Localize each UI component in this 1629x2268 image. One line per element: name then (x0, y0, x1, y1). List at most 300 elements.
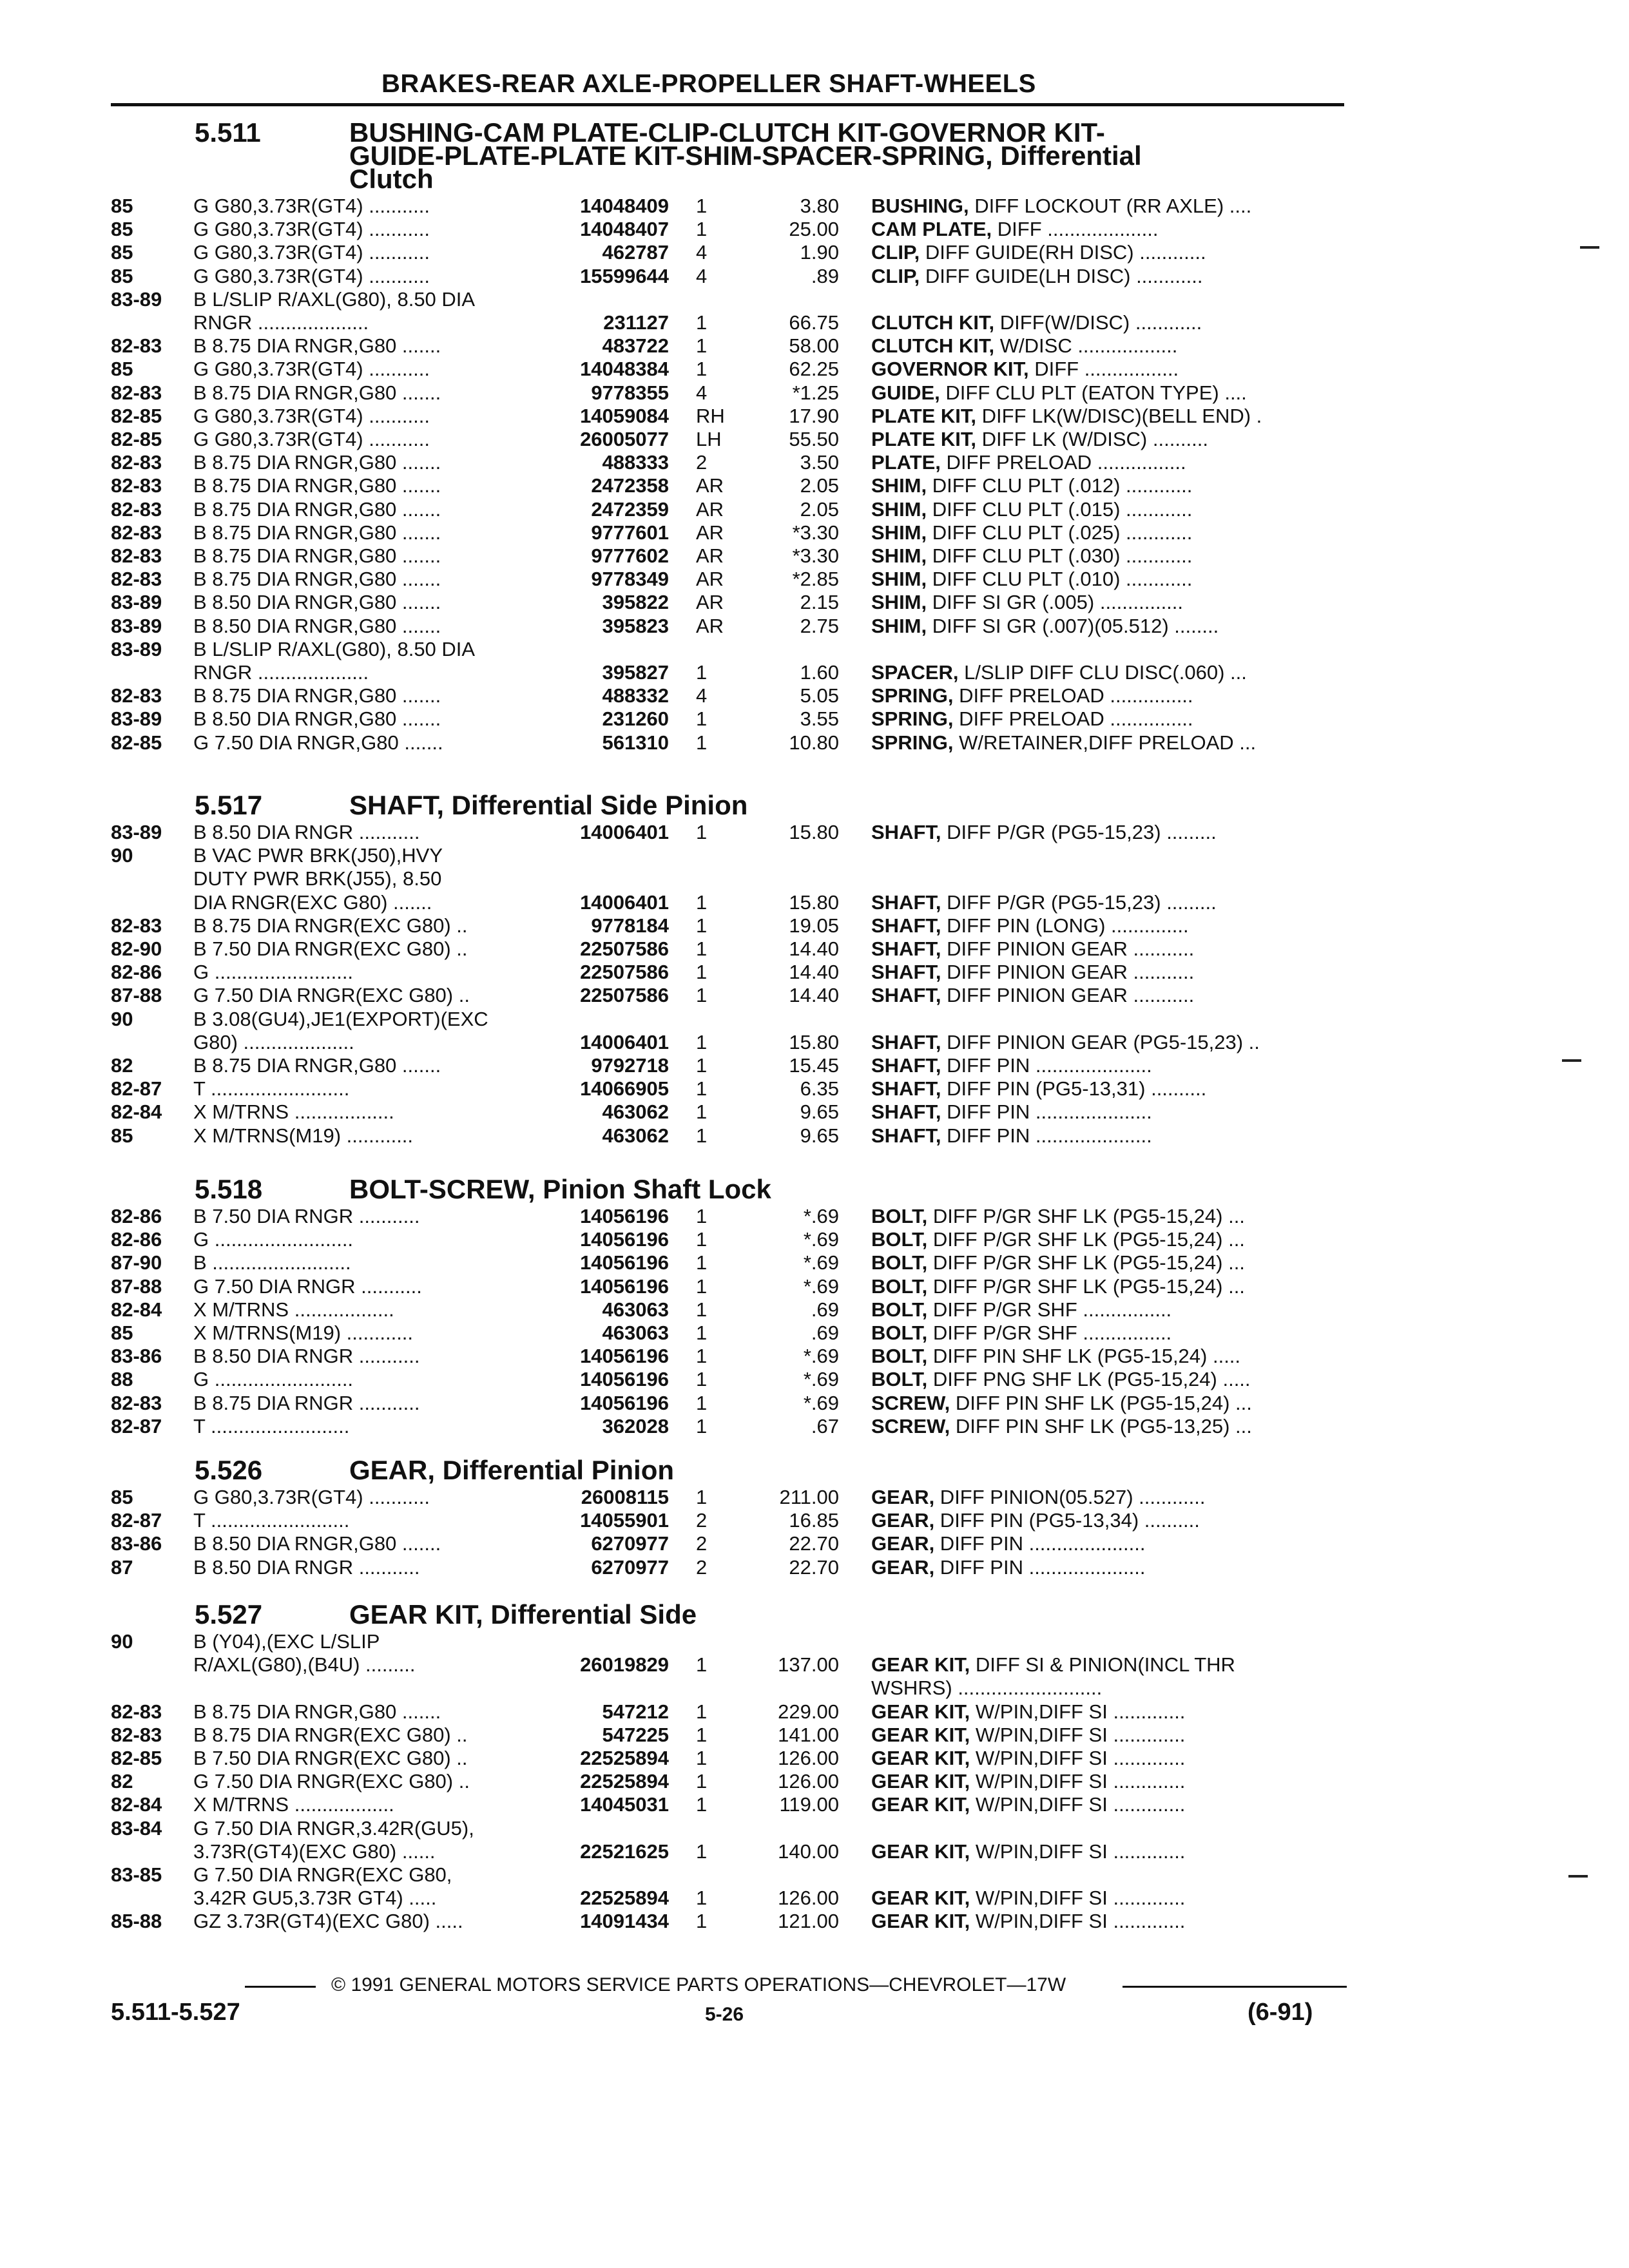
model-years: 85 (111, 358, 133, 381)
application: B 8.50 DIA RNGR,G80 ....... (193, 591, 441, 614)
section-name: GEAR KIT, Differential Side (349, 1599, 697, 1629)
model-years: 82-83 (111, 334, 162, 358)
part-number: 22525894 (580, 1747, 669, 1769)
part-detail: DIFF SI & PINION(INCL THR (970, 1653, 1235, 1677)
part-detail: DIFF PIN (LONG) .............. (941, 914, 1189, 937)
part-description (871, 218, 1348, 241)
part-detail: DIFF P/GR SHF ................ (927, 1321, 1172, 1344)
application: 3.73R(GT4)(EXC G80) ...... (193, 1840, 436, 1863)
part-number: 22521625 (580, 1840, 669, 1863)
model-years: 82-85 (111, 1747, 162, 1769)
model-years: 90 (111, 844, 133, 867)
part-number: 14006401 (580, 821, 669, 843)
part-name: BOLT, (871, 1298, 928, 1321)
model-years: 83-86 (111, 1345, 162, 1368)
application: B 3.08(GU4),JE1(EXPORT)(EXC (193, 1007, 488, 1030)
price: *.69 (803, 1205, 839, 1227)
application: B 8.75 DIA RNGR,G80 ....... (193, 381, 441, 404)
part-number: 9777601 (591, 521, 669, 544)
part-number: 362028 (602, 1414, 669, 1437)
part-name: SHIM, (871, 497, 927, 521)
part-detail: DIFF LOCKOUT (RR AXLE) .... (969, 195, 1252, 217)
part-detail: DIFF PIN SHF LK (PG5-15,24) ..... (927, 1345, 1241, 1368)
price: 2.05 (800, 474, 839, 497)
quantity: AR (696, 591, 724, 614)
section-name: BOLT-SCREW, Pinion Shaft Lock (349, 1174, 771, 1204)
part-number: 14048384 (580, 358, 669, 381)
application: T ......................... (193, 1509, 350, 1532)
part-name: PLATE KIT, (871, 404, 977, 427)
part-row (111, 1770, 1344, 1793)
application: B 8.75 DIA RNGR,G80 ....... (193, 684, 441, 707)
part-description (871, 821, 1348, 844)
part-detail: DIFF PINION GEAR ........... (941, 937, 1195, 960)
part-detail: DIFF CLU PLT (.010) ............ (927, 568, 1193, 591)
application: G ......................... (193, 961, 354, 984)
application: R/AXL(G80),(B4U) ......... (193, 1653, 416, 1677)
quantity: 1 (696, 1274, 708, 1298)
model-years: 82-85 (111, 404, 162, 427)
part-row (111, 1653, 1344, 1677)
application: G G80,3.73R(GT4) ........... (193, 264, 430, 287)
part-number: 561310 (602, 731, 669, 754)
part-detail: DIFF P/GR (PG5-15,23) ......... (941, 890, 1217, 914)
price: *.69 (803, 1228, 839, 1251)
part-number: 488333 (602, 451, 669, 474)
quantity: 1 (696, 1077, 708, 1100)
part-number: 463063 (602, 1298, 669, 1321)
part-name: BOLT, (871, 1345, 928, 1368)
part-name: SHIM, (871, 568, 927, 591)
part-description (871, 1054, 1348, 1077)
section-number: 5.527 (195, 1599, 263, 1629)
part-detail: WSHRS) .......................... (871, 1677, 1103, 1700)
application: X M/TRNS .................. (193, 1298, 394, 1321)
quantity: 1 (696, 1910, 708, 1933)
part-number: 14066905 (580, 1077, 669, 1100)
price: 14.40 (789, 937, 839, 960)
part-name: GEAR, (871, 1486, 935, 1508)
part-number: 9792718 (591, 1054, 669, 1077)
part-number: 22507586 (580, 984, 669, 1007)
part-name: SPRING, (871, 684, 954, 707)
part-description (871, 1532, 1348, 1555)
part-detail: DIFF SI GR (.007)(05.512) ........ (927, 614, 1219, 637)
part-number: 14056196 (580, 1205, 669, 1227)
application: G G80,3.73R(GT4) ........... (193, 404, 430, 427)
part-number: 14006401 (580, 1030, 669, 1053)
model-years: 82-83 (111, 684, 162, 707)
part-name: SHAFT, (871, 1077, 941, 1100)
part-name: CLIP, (871, 264, 920, 287)
part-row (111, 1700, 1344, 1724)
application: DUTY PWR BRK(J55), 8.50 (193, 867, 442, 890)
price: 126.00 (778, 1747, 839, 1769)
part-name: CLIP, (871, 241, 920, 264)
price: 55.50 (789, 428, 839, 450)
part-row (111, 914, 1344, 937)
part-row (111, 1345, 1344, 1368)
part-name: CAM PLATE, (871, 218, 992, 241)
application: T ......................... (193, 1077, 350, 1100)
part-name: PLATE KIT, (871, 428, 977, 450)
quantity: 1 (696, 311, 708, 334)
part-name: GEAR, (871, 1532, 935, 1555)
part-row (111, 1863, 1344, 1887)
part-row (111, 1910, 1344, 1933)
quantity: 1 (696, 961, 708, 984)
part-name: SCREW, (871, 1414, 950, 1437)
part-row (111, 591, 1344, 614)
part-number: 462787 (602, 241, 669, 264)
part-row (111, 1031, 1344, 1054)
part-detail: DIFF PINION(05.527) ............ (934, 1486, 1206, 1508)
application: RNGR .................... (193, 661, 369, 684)
quantity: 1 (696, 1345, 708, 1368)
application: G G80,3.73R(GT4) ........... (193, 218, 430, 241)
part-description (871, 474, 1348, 497)
part-number: 14048407 (580, 218, 669, 241)
part-name: GEAR, (871, 1555, 935, 1579)
part-number: 26008115 (581, 1486, 669, 1508)
quantity: 1 (696, 334, 708, 358)
part-number: 26005077 (580, 428, 669, 450)
part-detail: W/PIN,DIFF SI ............. (970, 1700, 1186, 1723)
section-name: GEAR, Differential Pinion (349, 1455, 675, 1485)
model-years: 82-83 (111, 497, 162, 521)
margin-mark (1568, 1875, 1588, 1878)
part-name: CLUTCH KIT, (871, 334, 995, 358)
model-years: 85 (111, 1124, 133, 1147)
price: 6.35 (800, 1077, 839, 1100)
model-years: 90 (111, 1630, 133, 1653)
model-years: 82-86 (111, 1205, 162, 1227)
application: B 8.50 DIA RNGR,G80 ....... (193, 614, 441, 637)
part-number: 547212 (602, 1700, 669, 1723)
part-description (871, 1653, 1348, 1677)
model-years: 82-83 (111, 381, 162, 404)
price: 9.65 (800, 1124, 839, 1147)
part-name: SHAFT, (871, 937, 941, 960)
model-years: 82-87 (111, 1509, 162, 1532)
part-row (111, 638, 1344, 661)
model-years: 83-85 (111, 1863, 162, 1886)
part-name: SHAFT, (871, 1054, 941, 1077)
part-number: 14055901 (580, 1509, 669, 1532)
part-row (111, 451, 1344, 474)
model-years: 85 (111, 195, 133, 217)
model-years: 83-89 (111, 821, 162, 843)
application: B 8.75 DIA RNGR,G80 ....... (193, 568, 441, 591)
part-row (111, 1532, 1344, 1555)
part-name: SCREW, (871, 1391, 950, 1414)
price: *1.25 (792, 381, 839, 404)
part-number: 547225 (602, 1723, 669, 1746)
part-description (871, 1793, 1348, 1816)
application: B 8.75 DIA RNGR,G80 ....... (193, 451, 441, 474)
application: RNGR .................... (193, 311, 369, 334)
part-detail: DIFF CLU PLT (EATON TYPE) .... (940, 381, 1247, 404)
part-name: SHIM, (871, 521, 927, 544)
part-detail: DIFF SI GR (.005) ............... (927, 591, 1184, 614)
part-name: BOLT, (871, 1274, 928, 1298)
part-number: 14048409 (580, 195, 669, 217)
part-detail: DIFF PRELOAD ............... (953, 684, 1193, 707)
model-years: 88 (111, 1368, 133, 1391)
application: B 8.50 DIA RNGR ........... (193, 1555, 420, 1579)
quantity: 1 (696, 661, 708, 684)
price: 15.45 (789, 1054, 839, 1077)
part-number: 14056196 (580, 1274, 669, 1298)
footer-page-number: 5-26 (705, 2004, 744, 2025)
model-years: 85 (111, 264, 133, 287)
application: B 7.50 DIA RNGR ........... (193, 1205, 420, 1227)
price: 126.00 (778, 1770, 839, 1793)
part-number: 14056196 (580, 1228, 669, 1251)
part-detail: DIFF GUIDE(RH DISC) ............ (920, 241, 1206, 264)
price: 14.40 (789, 961, 839, 984)
quantity: 2 (696, 1509, 708, 1532)
quantity: AR (696, 497, 724, 521)
price: *3.30 (792, 544, 839, 567)
part-detail: DIFF P/GR SHF LK (PG5-15,24) ... (927, 1274, 1245, 1298)
margin-mark (1580, 246, 1599, 249)
part-description (871, 1031, 1348, 1054)
price: 1.90 (800, 241, 839, 264)
model-years: 82-84 (111, 1298, 162, 1321)
part-name: PLATE, (871, 451, 941, 474)
part-detail: DIFF P/GR SHF LK (PG5-15,24) ... (927, 1205, 1245, 1227)
quantity: 1 (696, 914, 708, 937)
part-detail: L/SLIP DIFF CLU DISC(.060) ... (958, 661, 1247, 684)
part-description (871, 1415, 1348, 1438)
price: 22.70 (789, 1555, 839, 1579)
model-years: 87-88 (111, 1274, 162, 1298)
part-row (111, 1228, 1344, 1251)
model-years: 85 (111, 1486, 133, 1508)
part-number: 395827 (602, 661, 669, 684)
part-detail: DIFF .................... (992, 218, 1159, 241)
quantity: 2 (696, 1532, 708, 1555)
part-name: BOLT, (871, 1251, 928, 1274)
part-number: 463063 (602, 1321, 669, 1344)
model-years: 82-84 (111, 1100, 162, 1124)
part-row (111, 544, 1344, 568)
price: 58.00 (789, 334, 839, 358)
part-number: 15599644 (580, 264, 669, 287)
quantity: 1 (696, 1228, 708, 1251)
part-description (871, 1910, 1348, 1933)
price: *2.85 (792, 568, 839, 591)
part-row (111, 891, 1344, 914)
quantity: 1 (696, 1723, 708, 1746)
price: 126.00 (778, 1887, 839, 1910)
price: .69 (811, 1321, 839, 1344)
part-number: 22507586 (580, 961, 669, 984)
part-detail: W/PIN,DIFF SI ............. (970, 1747, 1186, 1769)
part-row (111, 1509, 1344, 1532)
part-name: SPRING, (871, 731, 954, 754)
quantity: 1 (696, 1414, 708, 1437)
part-description (871, 661, 1348, 684)
part-row (111, 195, 1344, 218)
part-name: SHAFT, (871, 961, 941, 984)
part-number: 9777602 (591, 544, 669, 567)
part-description (871, 1556, 1348, 1579)
quantity: AR (696, 614, 724, 637)
part-row (111, 568, 1344, 591)
quantity: 1 (696, 1653, 708, 1677)
footer-copyright: © 1991 GENERAL MOTORS SERVICE PARTS OPERATIONS—CHEVROLET—17W (331, 1974, 1066, 1995)
part-detail: DIFF LK(W/DISC)(BELL END) . (976, 404, 1262, 427)
part-row (111, 1008, 1344, 1031)
part-description (871, 1228, 1348, 1251)
model-years: 83-84 (111, 1816, 162, 1840)
part-detail: W/RETAINER,DIFF PRELOAD ... (953, 731, 1257, 754)
part-number: 231260 (602, 707, 669, 731)
model-years: 83-89 (111, 614, 162, 637)
part-row (111, 1817, 1344, 1840)
application: X M/TRNS .................. (193, 1793, 394, 1816)
margin-mark (1562, 1059, 1581, 1062)
part-description (871, 521, 1348, 544)
part-detail: DIFF PIN ..................... (934, 1532, 1146, 1555)
part-description (871, 591, 1348, 614)
part-detail: DIFF PIN ..................... (941, 1054, 1152, 1077)
application: G 7.50 DIA RNGR(EXC G80) .. (193, 984, 470, 1007)
part-name: SHIM, (871, 614, 927, 637)
part-row (111, 1392, 1344, 1415)
quantity: 1 (696, 1054, 708, 1077)
application: B 8.75 DIA RNGR(EXC G80) .. (193, 914, 468, 937)
part-row (111, 1251, 1344, 1274)
price: 119.00 (779, 1793, 839, 1816)
quantity: 1 (696, 1793, 708, 1816)
part-description (871, 544, 1348, 568)
part-description (871, 358, 1348, 381)
application: G ......................... (193, 1368, 354, 1391)
application: B 8.75 DIA RNGR(EXC G80) .. (193, 1723, 468, 1746)
part-description (871, 451, 1348, 474)
part-detail: DIFF PINION GEAR ........... (941, 984, 1195, 1007)
part-row (111, 731, 1344, 754)
part-number: 22525894 (580, 1887, 669, 1910)
part-description (871, 1298, 1348, 1321)
part-description (871, 1724, 1348, 1747)
part-number: 9778349 (591, 568, 669, 591)
part-detail: DIFF CLU PLT (.030) ............ (927, 544, 1193, 567)
application: G G80,3.73R(GT4) ........... (193, 241, 430, 264)
part-detail: DIFF ................. (1028, 358, 1179, 381)
part-number: 14006401 (580, 890, 669, 914)
model-years: 82 (111, 1054, 133, 1077)
part-row (111, 1677, 1344, 1700)
part-detail: DIFF CLU PLT (.025) ............ (927, 521, 1193, 544)
model-years: 82-83 (111, 1700, 162, 1723)
part-description (871, 1100, 1348, 1124)
part-number: 14056196 (580, 1391, 669, 1414)
part-number: 2472358 (591, 474, 669, 497)
application: B 7.50 DIA RNGR(EXC G80) .. (193, 1747, 468, 1769)
application: G G80,3.73R(GT4) ........... (193, 195, 430, 217)
part-description (871, 984, 1348, 1007)
part-row (111, 684, 1344, 707)
quantity: RH (696, 404, 725, 427)
price: 5.05 (800, 684, 839, 707)
part-description (871, 405, 1348, 428)
section-number: 5.517 (195, 790, 263, 820)
model-years: 82-85 (111, 428, 162, 450)
part-number: 14059084 (580, 404, 669, 427)
quantity: 1 (696, 1321, 708, 1344)
part-name: GOVERNOR KIT, (871, 358, 1029, 381)
application: B 7.50 DIA RNGR(EXC G80) .. (193, 937, 468, 960)
quantity: 1 (696, 707, 708, 731)
part-detail: DIFF(W/DISC) ............ (994, 311, 1202, 334)
price: 229.00 (778, 1700, 839, 1723)
model-years: 82-90 (111, 937, 162, 960)
quantity: 4 (696, 264, 708, 287)
section-name: BUSHING-CAM PLATE-CLIP-CLUTCH KIT-GOVERNOR KIT- GUIDE-PLATE-PLATE KIT-SHIM-SPACER-SPRING, Differential Clutch (349, 117, 1142, 194)
part-row (111, 1100, 1344, 1124)
part-row (111, 821, 1344, 844)
model-years: 82 (111, 1770, 133, 1793)
part-description (871, 891, 1348, 914)
application: B L/SLIP R/AXL(G80), 8.50 DIA (193, 637, 476, 660)
part-detail: DIFF PINION GEAR ........... (941, 961, 1195, 984)
quantity: 1 (696, 358, 708, 381)
application: B 8.75 DIA RNGR,G80 ....... (193, 521, 441, 544)
model-years: 87-88 (111, 984, 162, 1007)
price: 211.00 (779, 1486, 839, 1508)
quantity: AR (696, 568, 724, 591)
application: DIA RNGR(EXC G80) ....... (193, 890, 432, 914)
part-row (111, 1747, 1344, 1770)
model-years: 83-89 (111, 287, 162, 311)
part-description (871, 381, 1348, 405)
price: 14.40 (789, 984, 839, 1007)
application: X M/TRNS(M19) ............ (193, 1321, 414, 1344)
model-years: 83-89 (111, 707, 162, 731)
quantity: AR (696, 474, 724, 497)
part-description (871, 334, 1348, 358)
part-detail: W/PIN,DIFF SI ............. (970, 1887, 1186, 1910)
part-description (871, 1700, 1348, 1724)
part-number: 463062 (602, 1124, 669, 1147)
model-years: 82-85 (111, 731, 162, 754)
model-years: 82-83 (111, 914, 162, 937)
part-description (871, 914, 1348, 937)
price: 19.05 (789, 914, 839, 937)
part-description (871, 1321, 1348, 1345)
quantity: 1 (696, 1700, 708, 1723)
application: X M/TRNS .................. (193, 1100, 394, 1124)
quantity: 4 (696, 241, 708, 264)
part-name: GEAR KIT, (871, 1653, 970, 1677)
price: 22.70 (789, 1532, 839, 1555)
part-detail: DIFF PIN (PG5-13,34) .......... (934, 1509, 1200, 1532)
part-description (871, 1077, 1348, 1100)
part-description (871, 311, 1348, 334)
model-years: 82-83 (111, 1391, 162, 1414)
model-years: 83-89 (111, 637, 162, 660)
model-years: 85 (111, 241, 133, 264)
model-years: 82-83 (111, 451, 162, 474)
application: B 8.50 DIA RNGR ........... (193, 1345, 420, 1368)
part-description (871, 195, 1348, 218)
part-row (111, 428, 1344, 451)
part-name: GEAR KIT, (871, 1887, 970, 1910)
